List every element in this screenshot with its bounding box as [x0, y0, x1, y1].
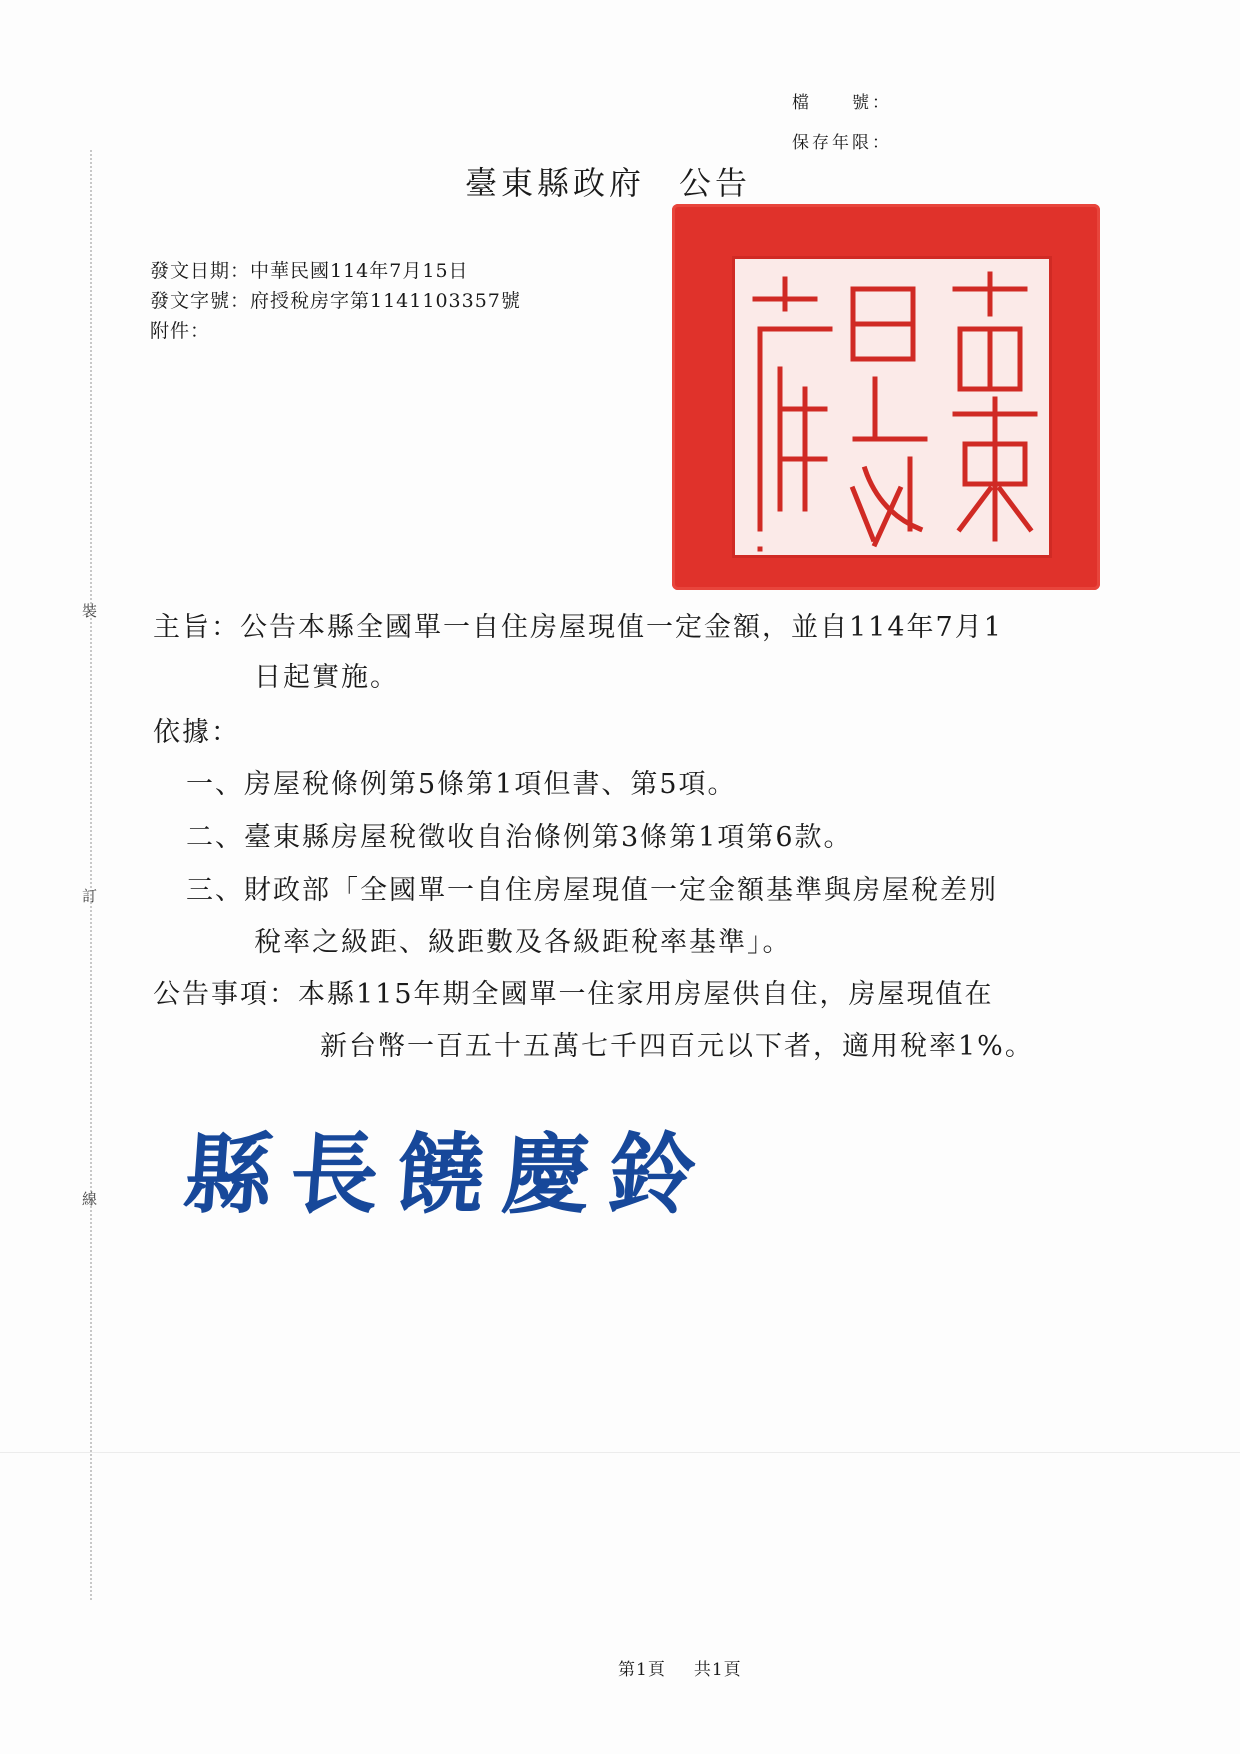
scan-edge [0, 1452, 1240, 1453]
notice-line-1: 公告事項：本縣115年期全國單一住家用房屋供自住，房屋現值在 [153, 979, 994, 1010]
document-title [465, 158, 785, 204]
binding-line [90, 150, 92, 1600]
magistrate-signature: 縣長饒慶鈴 [180, 1122, 719, 1226]
attachment-label: 附件： [150, 320, 211, 342]
document-type: 公告 [679, 164, 752, 202]
subject-line-1: 主旨：公告本縣全國單一自住房屋現值一定金額，並自114年7月1 [153, 612, 1003, 643]
binding-mark-xian: 線 [82, 1190, 98, 1208]
binding-mark-zhuang: 裝 [82, 602, 98, 620]
reference-number: 發文字號：府授稅房字第1141103357號 [150, 290, 521, 312]
basis-label: 依據： [153, 717, 240, 748]
official-seal-icon [672, 204, 1100, 590]
file-number-label: 檔 號： [792, 93, 892, 113]
basis-item-2: 二、臺東縣房屋稅徵收自治條例第3條第1項第6款。 [186, 822, 853, 853]
notice-line-2: 新台幣一百五十五萬七千四百元以下者，適用稅率1%。 [320, 1031, 1034, 1062]
agency-name: 臺東縣政府 [465, 164, 646, 202]
binding-mark-ding: 訂 [82, 887, 98, 905]
basis-item-3: 三、財政部「全國單一自住房屋現值一定金額基準與房屋稅差別 [186, 875, 998, 906]
retention-period-label: 保存年限： [792, 133, 892, 153]
issue-date: 發文日期：中華民國114年7月15日 [150, 260, 469, 282]
subject-line-2: 日起實施。 [254, 662, 399, 693]
seal-glyphs-icon [735, 259, 1049, 555]
page-footer [618, 1655, 742, 1680]
basis-item-3-cont: 稅率之級距、級距數及各級距稅率基準」。 [254, 927, 792, 958]
page-number: 第1頁 [618, 1660, 666, 1680]
page-total: 共1頁 [693, 1660, 742, 1680]
basis-item-1: 一、房屋稅條例第5條第1項但書、第5項。 [186, 769, 737, 800]
